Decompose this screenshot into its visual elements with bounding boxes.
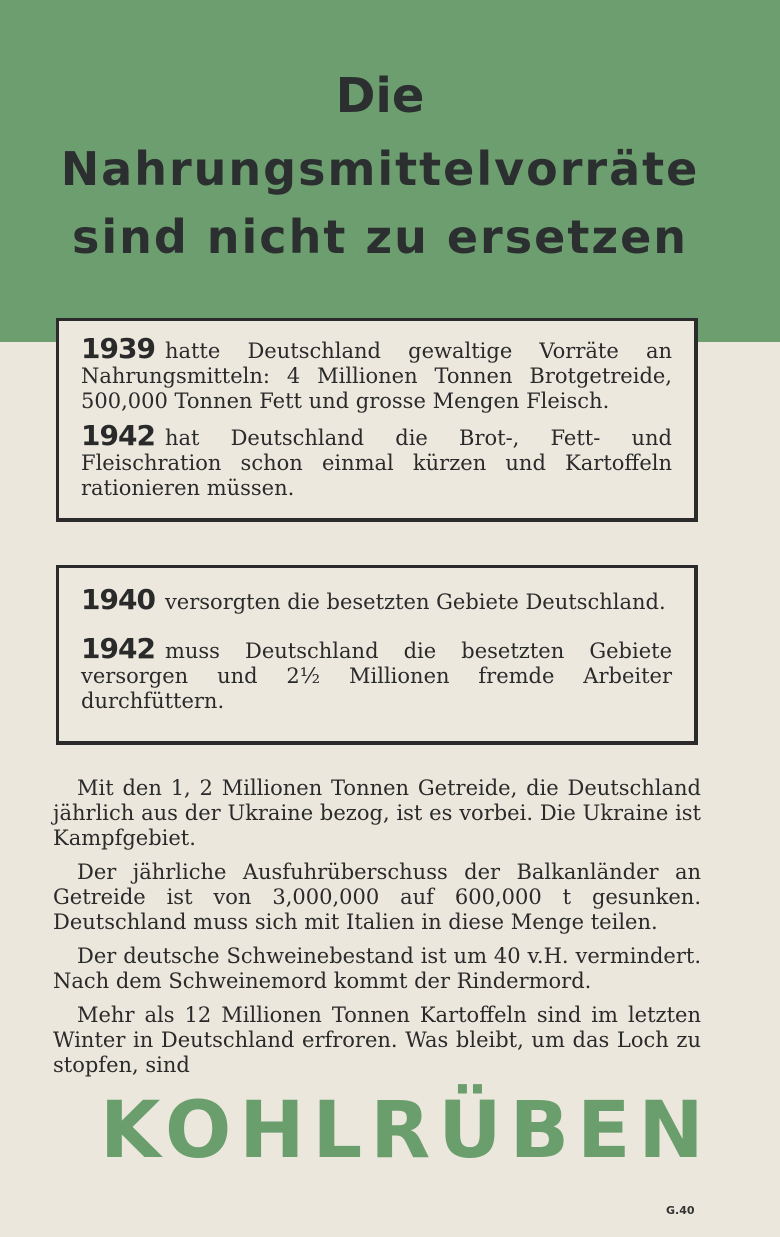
kohlrueben-headline: KOHLRÜBEN xyxy=(100,1086,712,1176)
body-text xyxy=(53,776,701,1087)
title-line-3: sind nicht zu ersetzen xyxy=(71,210,689,264)
paragraph-ukraine: Mit den 1, 2 Millionen Tonnen Getreide, die Deutschland jährlich aus der Ukraine bezog, ist es vorbei. Die Ukraine ist Kampfgebiet. xyxy=(53,776,701,850)
paragraph-potatoes: Mehr als 12 Millionen Tonnen Kartoffeln sind im letzten Winter in Deutschland erfroren. Was bleibt, um das Loch zu stopfen, sind xyxy=(53,1003,701,1077)
year-label: 1939 xyxy=(81,332,155,365)
facts-box-1 xyxy=(56,318,698,522)
fact-1940 xyxy=(81,583,672,616)
year-label: 1942 xyxy=(81,419,155,452)
fact-1942-occupied xyxy=(81,632,672,714)
year-label: 1942 xyxy=(81,632,155,665)
fact-text: hat Deutschland die Brot-, Fett- und Fleischration schon einmal kürzen und Kartoffeln rationieren müssen. xyxy=(81,426,672,500)
title-line-2: Nahrungsmittelvorräte xyxy=(60,142,700,196)
year-label: 1940 xyxy=(81,583,155,616)
facts-box-2 xyxy=(56,565,698,745)
title-line-1: Die xyxy=(335,68,425,124)
fact-text: muss Deutschland die besetzten Gebiete versorgen und 2½ Millionen fremde Arbeiter durchfüttern. xyxy=(81,639,672,713)
fact-1939 xyxy=(81,332,672,414)
fact-1942-rations xyxy=(81,419,672,501)
fact-text: hatte Deutschland gewaltige Vorräte an Nahrungsmitteln: 4 Millionen Tonnen Brotgetreide, 500,000 Tonnen Fett und grosse Mengen Fleisch. xyxy=(81,339,672,413)
leaflet-code: G.40 xyxy=(666,1204,695,1217)
paragraph-balkans: Der jährliche Ausfuhrüberschuss der Balkanländer an Getreide ist von 3,000,000 auf 600,000 t gesunken. Deutschland muss sich mit Italien in diese Menge teilen. xyxy=(53,860,701,934)
paragraph-pigs: Der deutsche Schweinebestand ist um 40 v.H. vermindert. Nach dem Schweinemord kommt der Rindermord. xyxy=(53,944,701,993)
page-title xyxy=(30,68,730,264)
fact-text: versorgten die besetzten Gebiete Deutschland. xyxy=(164,590,666,614)
